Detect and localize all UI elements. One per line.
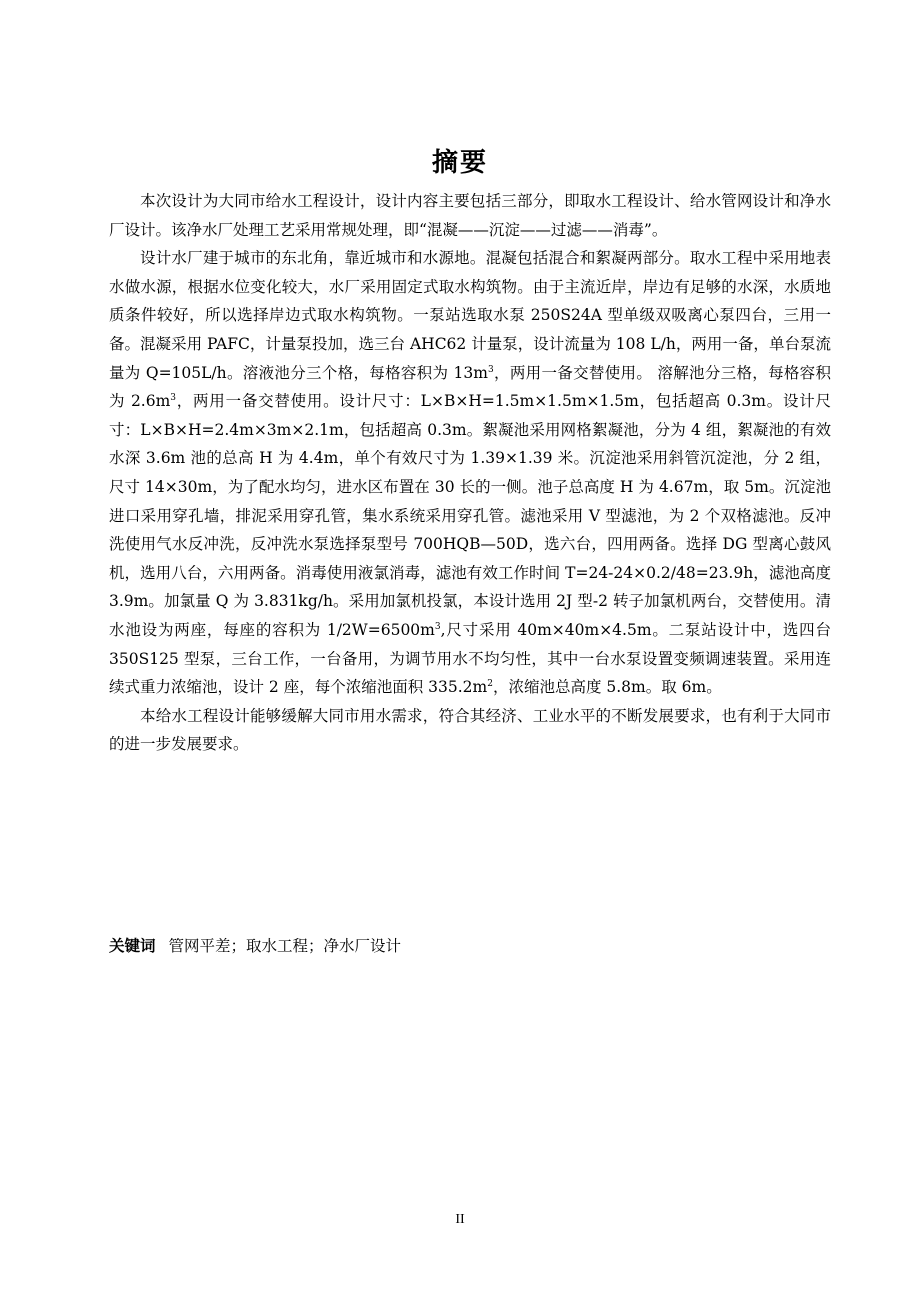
- abstract-paragraph-3: 本给水工程设计能够缓解大同市用水需求，符合其经济、工业水平的不断发展要求，也有利于大同市的进一步发展要求。: [109, 706, 831, 754]
- unit-exponent: 3: [170, 393, 177, 404]
- unit-exponent: 2: [487, 679, 493, 690]
- abstract-paragraph-1: 本次设计为大同市给水工程设计，设计内容主要包括三部分，即取水工程设计、给水管网设计和净水厂设计。该净水厂处理工艺采用常规处理，即“混凝——沉淀——过滤——消毒”。: [109, 192, 831, 239]
- unit-exponent: 3: [487, 364, 494, 375]
- abstract-body: [109, 187, 831, 759]
- abstract-paragraph-2: 设计水厂建于城市的东北角，靠近城市和水源地。混凝包括混合和絮凝两部分。取水工程中采用地表水做水源，根据水位变化较大，水厂采用固定式取水构筑物。由于主流近岸，岸边有足够的水深，水质地质条件较好，所以选择岸边式取水构筑物。一泵站选取水泵 250S24A 型单级双吸离心泵四台，三用一备。混凝采用 PAFC，计量泵投加，选三台 AHC62 计量泵，设计流量为 108 L/h，两用一备，单台泵流量为 Q=105L/h。溶液池分三个格，每格容积为 $13m^3$，两用一备交替使用。 溶解池分三格，每格容积为 $2.6m^3$，两用一备交替使用。设计尺寸：L×B×H=1.5m×1.5m×1.5m，包括超高 0.3m。设计尺寸：L×B×H=2.4m×3m×2.1m，包括超高 0.3m。絮凝池采用网格絮凝池，分为 4 组，絮凝池的有效水深 3.6m 池的总高 H 为 4.4m，单个有效尺寸为 1.39×1.39 米。沉淀池采用斜管沉淀池，分 2 组，尺寸 14×30m，为了配水均匀，进水区布置在 30 长的一侧。池子总高度 H 为 4.67m，取 5m。沉淀池进口采用穿孔墙，排泥采用穿孔管，集水系统采用穿孔管。滤池采用 V 型滤池，为 2 个双格滤池。反冲洗使用气水反冲洗，反冲洗水泵选择泵型号 700HQB—50D，选六台，四用两备。选择 DG 型离心鼓风机，选用八台，六用两备。消毒使用液氯消毒，滤池有效工作时间 T=24-24×0.2/48=23.9h，滤池高度 3.9m。加氯量 Q 为 3.831kg/h。采用加氯机投氯，本设计选用 2J 型-2 转子加氯机两台，交替使用。清水池设为两座，每座的容积为 $1/2W=6500m^3$,尺寸采用 40m×40m×4.5m。二泵站设计中，选四台 350S125 型泵，三台工作，一台备用，为调节用水不均匀性，其中一台水泵设置变频调速装置。采用连续式重力浓缩池，设计 2 座，每个浓缩池面积 $335.2m^2$，浓缩池总高度 5.8m。取 6m。: [109, 249, 832, 697]
- keywords-line: [109, 932, 831, 960]
- unit-exponent: 3: [434, 621, 441, 632]
- page-number: II: [455, 1212, 465, 1227]
- keywords-label: 关键词: [109, 937, 156, 955]
- keywords-text: 管网平差；取水工程；净水厂设计: [168, 937, 401, 955]
- abstract-title: 摘要: [431, 148, 488, 178]
